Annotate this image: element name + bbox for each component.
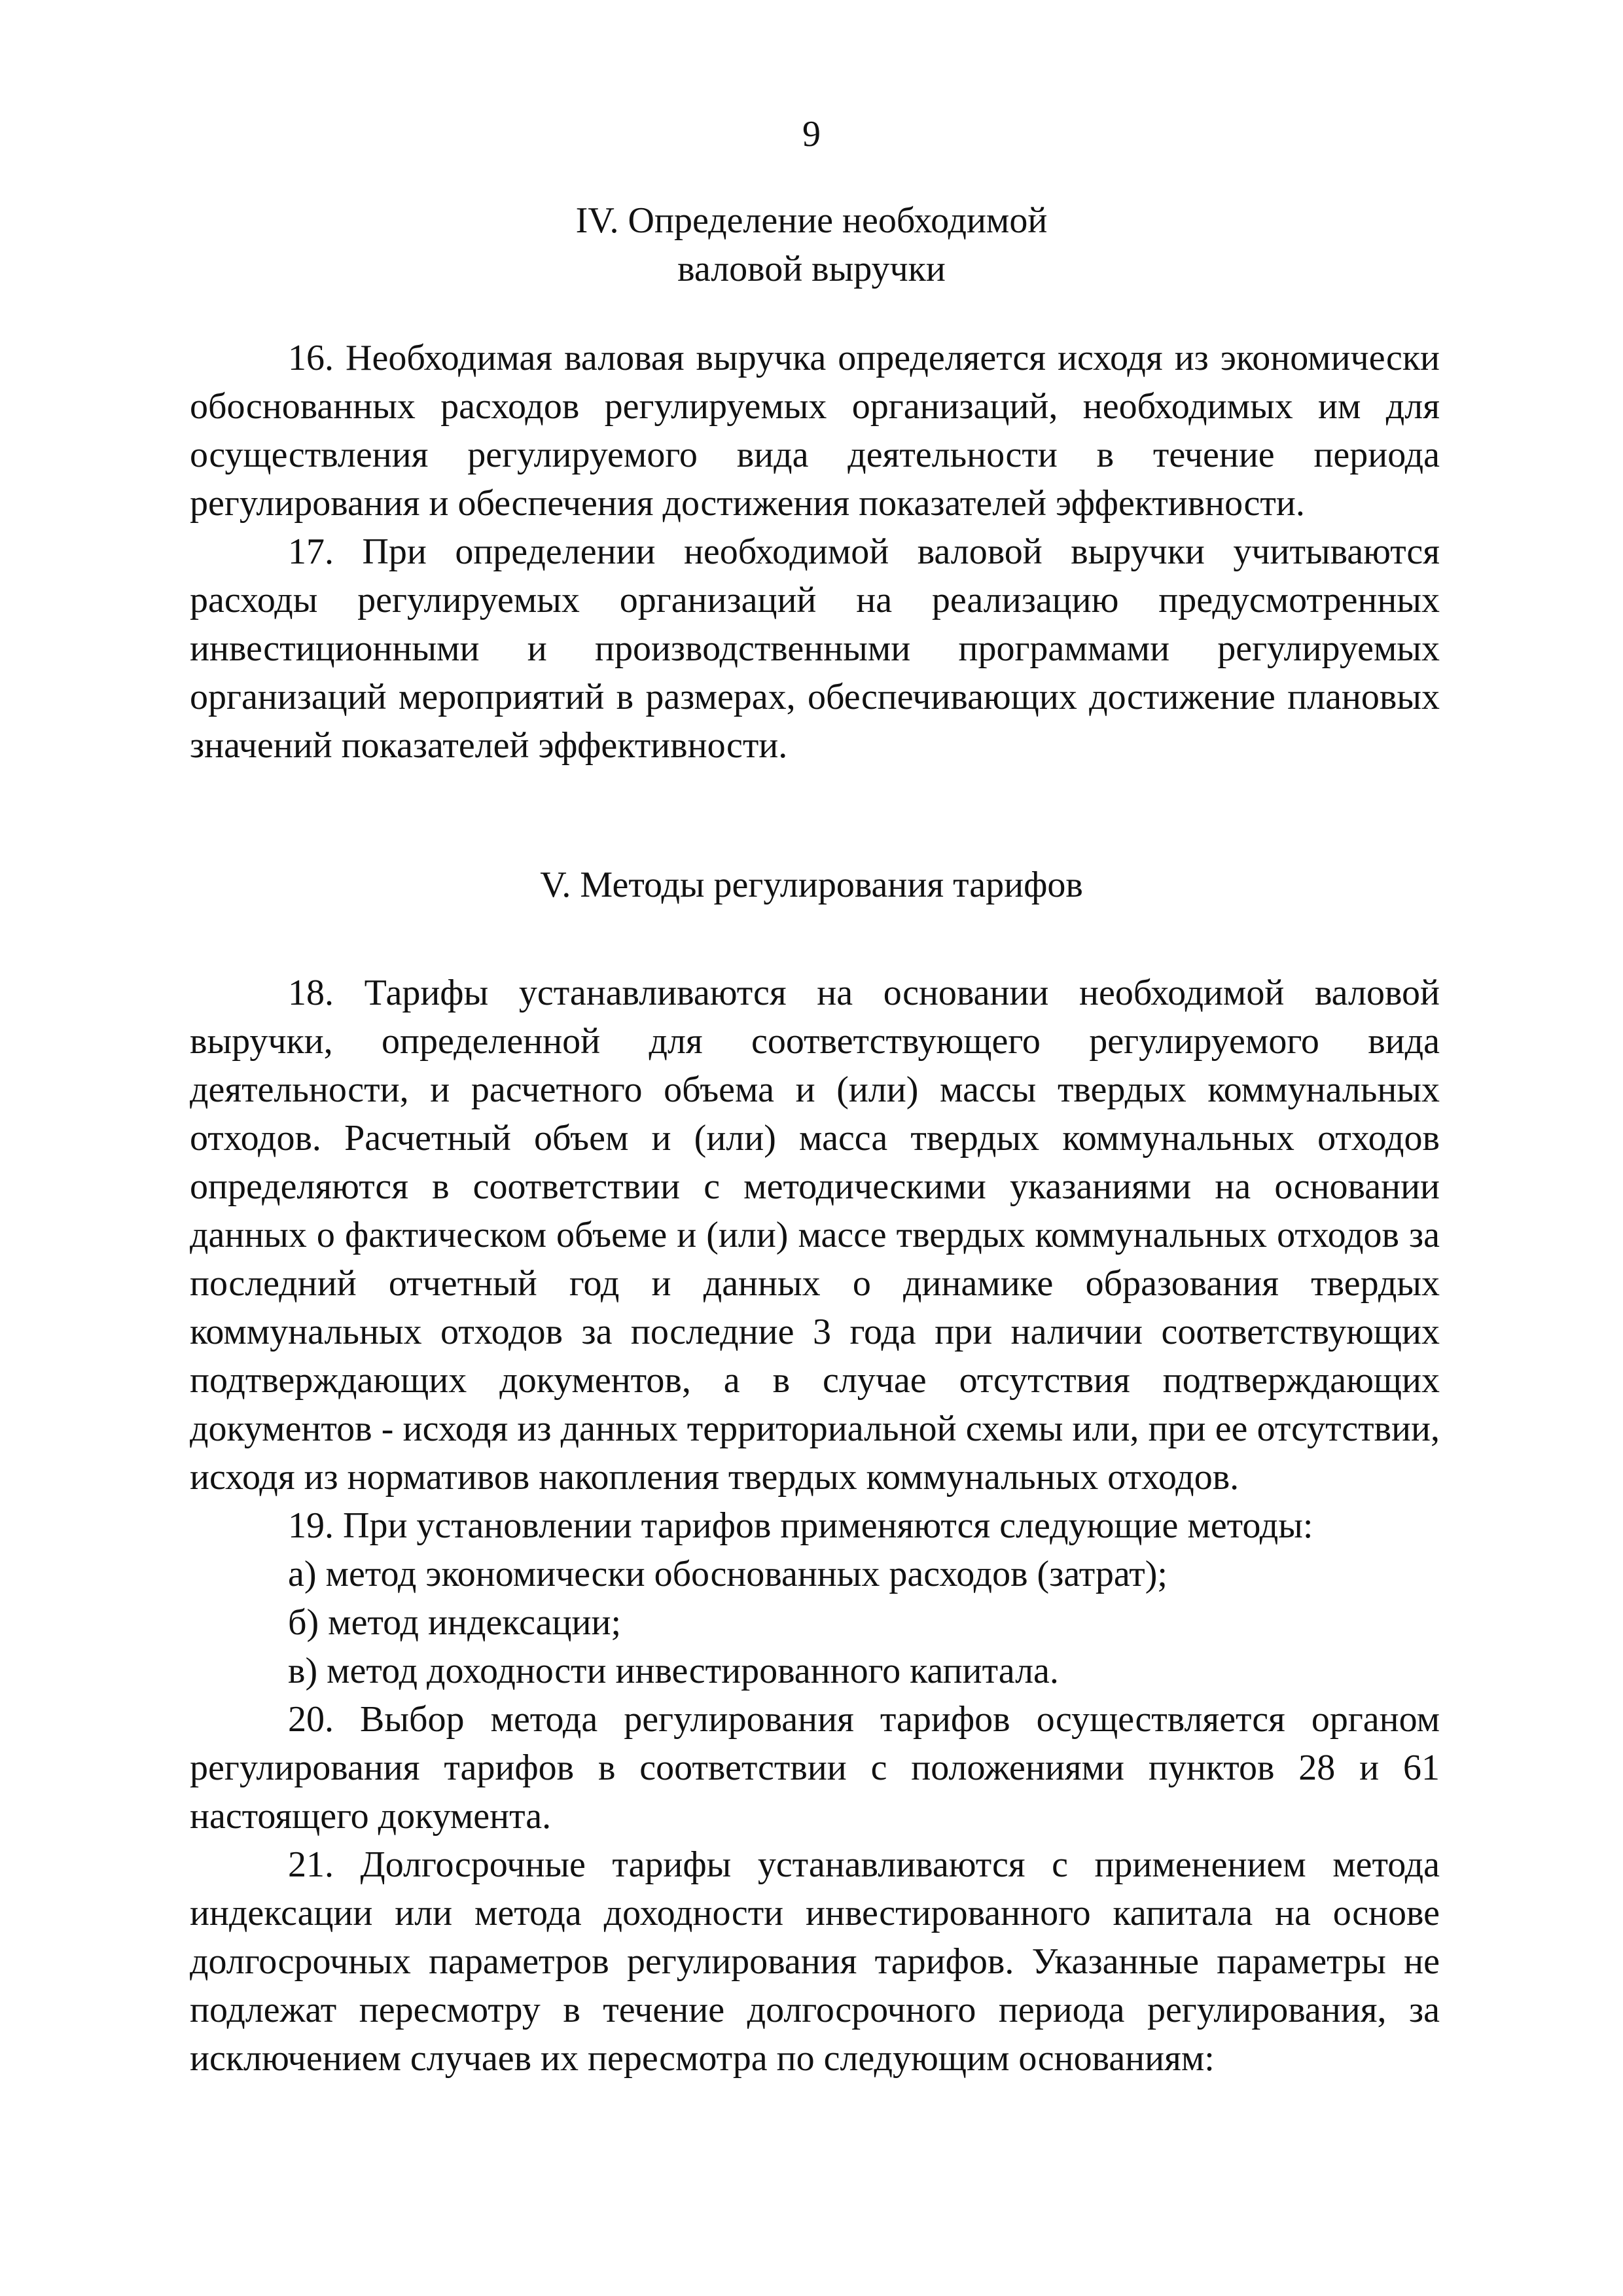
list-item-b: б) метод индексации; bbox=[288, 1602, 622, 1643]
section-iv-title-line2: валовой выручки bbox=[677, 249, 946, 289]
section-v-heading: V. Методы регулирования тарифов bbox=[540, 865, 1083, 905]
page-number: 9 bbox=[802, 114, 821, 154]
section-iv-body bbox=[190, 334, 1440, 770]
section-iv-heading bbox=[0, 196, 1623, 293]
paragraph-17: 17. При определении необходимой валовой выручки учитываются расходы регулируемых организаций на реализацию предусмотренных инвестиционными и производственными программами регулируемых организаций мероприятий в размерах, обеспечивающих достижение плановых значений показателей эффективности. bbox=[190, 531, 1440, 766]
section-v-body bbox=[190, 969, 1440, 2083]
paragraph-18: 18. Тарифы устанавливаются на основании необходимой валовой выручки, определенной для соответствующего регулируемого вида деятельности, и расчетного объема и (или) массы твердых коммунальных отходов. Расчетный объем и (или) масса твердых коммунальных отходов определяются в соответствии с методическими указаниями на основании данных о фактическом объеме и (или) массе твердых коммунальных отходов за последний отчетный год и данных о динамике образования твердых коммунальных отходов за последние 3 года при наличии соответствующих подтверждающих документов, а в случае отсутствия подтверждающих документов - исходя из данных территориальной схемы или, при ее отсутствии, исходя из нормативов накопления твердых коммунальных отходов. bbox=[190, 973, 1440, 1498]
paragraph-20: 20. Выбор метода регулирования тарифов осуществляется органом регулирования тарифов в соответствии с положениями пунктов 28 и 61 настоящего документа. bbox=[190, 1699, 1440, 1837]
paragraph-19: 19. При установлении тарифов применяются следующие методы: bbox=[288, 1505, 1313, 1546]
paragraph-21: 21. Долгосрочные тарифы устанавливаются с применением метода индексации или метода доходности инвестированного капитала на основе долгосрочных параметров регулирования тарифов. Указанные параметры не подлежат пересмотру в течение долгосрочного периода регулирования, за исключением случаев их пересмотра по следующим основаниям: bbox=[190, 1844, 1440, 2079]
list-item-a: а) метод экономически обоснованных расходов (затрат); bbox=[288, 1554, 1168, 1594]
list-item-c: в) метод доходности инвестированного капитала. bbox=[288, 1651, 1059, 1691]
section-iv-title-line1: IV. Определение необходимой bbox=[575, 200, 1048, 241]
paragraph-16: 16. Необходимая валовая выручка определяется исходя из экономически обоснованных расходов регулируемых организаций, необходимых им для осуществления регулируемого вида деятельности в течение периода регулирования и обеспечения достижения показателей эффективности. bbox=[190, 338, 1440, 524]
